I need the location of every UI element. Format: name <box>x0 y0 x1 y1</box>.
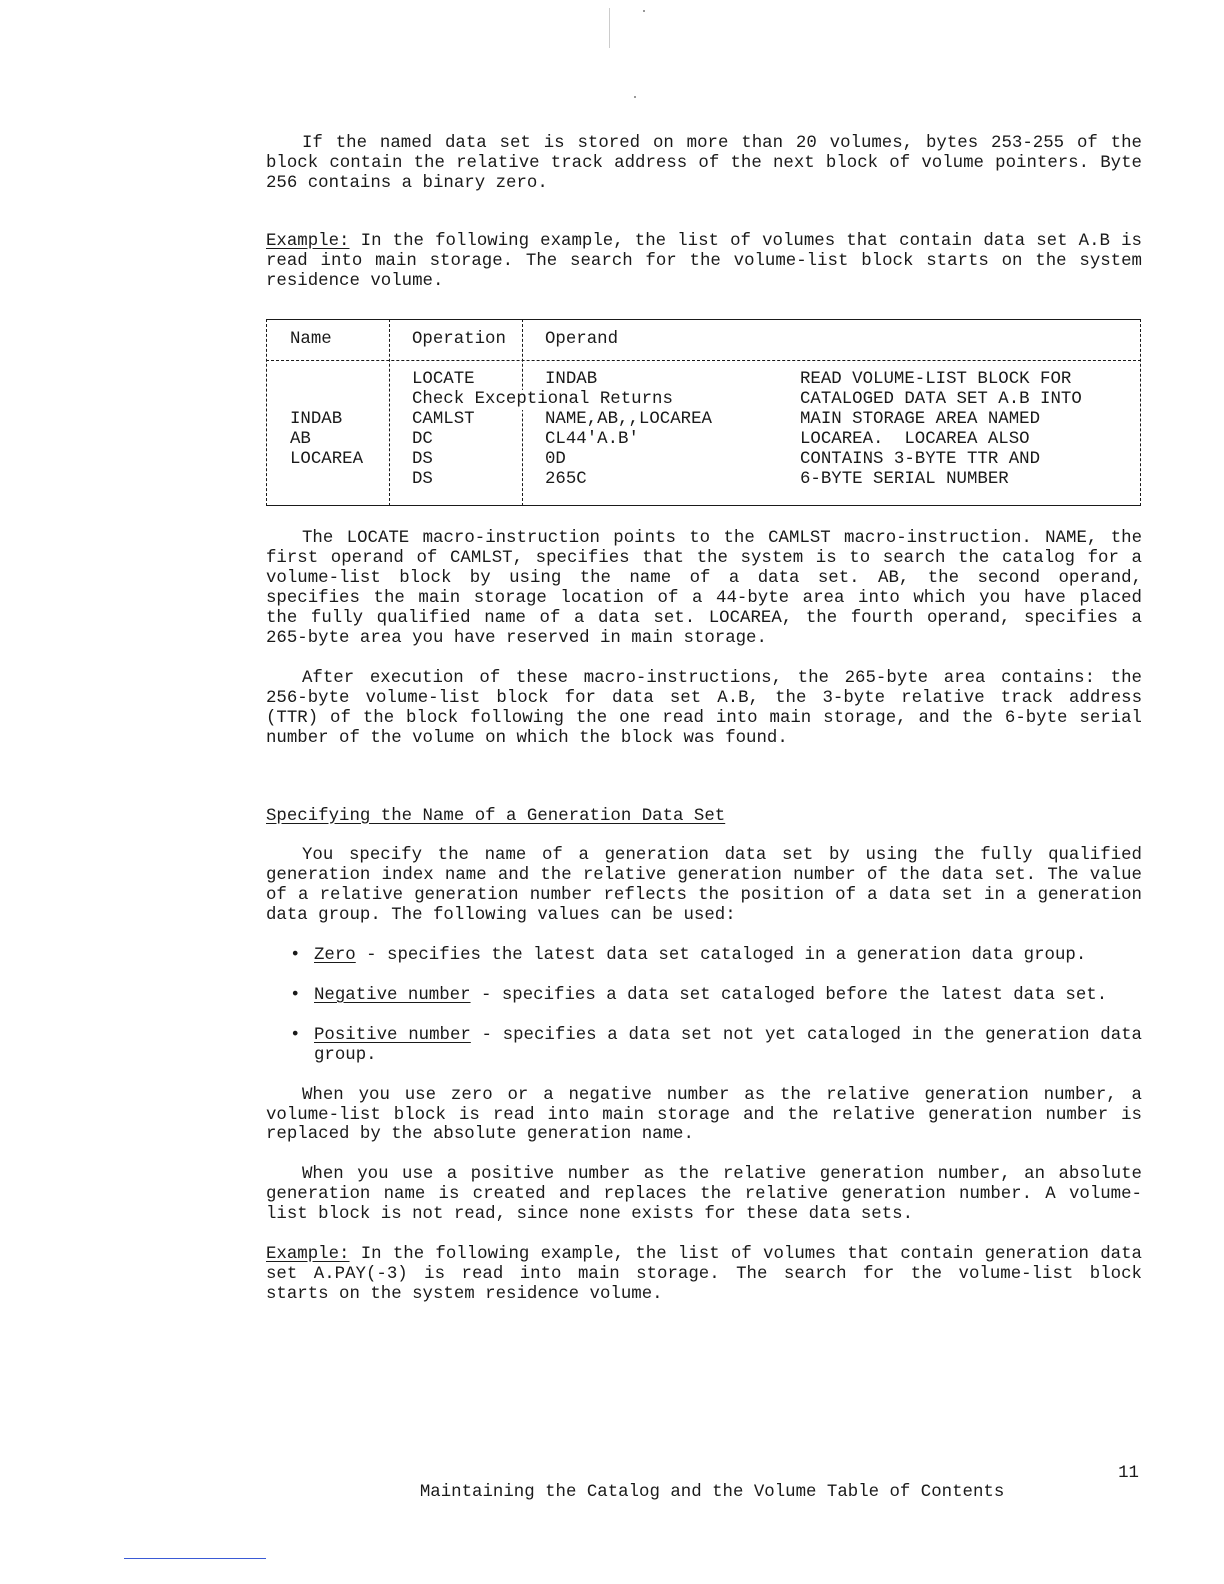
row-2-operation: Check Exceptional Returns <box>412 390 673 410</box>
list-item-term: Negative number <box>314 985 471 1005</box>
row-6-operation: DS <box>412 470 433 490</box>
row-6-operand: 265C <box>545 470 587 490</box>
comment-line-1: READ VOLUME-LIST BLOCK FOR <box>800 370 1072 390</box>
list-item-text: - specifies the latest data set cataloged in a generation data group. <box>355 946 1087 966</box>
list-item-text: - specifies a data set cataloged before the latest data set. <box>470 985 1108 1005</box>
comment-line-5: CONTAINS 3-BYTE TTR AND <box>800 450 1041 470</box>
paragraph-positive: When you use a positive number as the relative generation number, an absolute generation name is created and replaces the relative generation number. A volume-list block is not read, since none exists for these data sets. <box>266 1165 1142 1225</box>
example-1-label: Example: <box>266 231 350 251</box>
header-operand: Operand <box>545 330 619 350</box>
list-item-text: - specifies a data set not yet cataloged in the generation data group. <box>314 1025 1142 1065</box>
row-4-operand: CL44'A.B' <box>545 430 639 450</box>
list-item-term: Zero <box>314 946 356 966</box>
header-name: Name <box>290 330 332 350</box>
row-3-operand: NAME,AB,,LOCAREA <box>545 410 712 430</box>
page-number: 11 <box>1118 1464 1139 1483</box>
row-3-operation: CAMLST <box>412 410 475 430</box>
paragraph-after-execution: After execution of these macro-instructions, the 265-byte area contains: the 256-byte volume-list block for data set A.B, the 3-byte relative track address (TTR) of the block following the one read into main storage, and the 6-byte serial number of the volume on which the block was found. <box>266 668 1142 748</box>
comment-line-6: 6-BYTE SERIAL NUMBER <box>800 470 1009 490</box>
example-1-text: In the following example, the list of volumes that contain data set A.B is read into main storage. The search for the volume-list block starts on the system residence volume. <box>266 231 1142 291</box>
paragraph-generation-name: You specify the name of a generation data set by using the fully qualified generation index name and the relative generation number of the data set. The value of a relative generation number reflects the position of a data set in a generation data group. The following values can be used: <box>266 846 1142 926</box>
value-list <box>266 946 1142 1066</box>
comment-line-2: CATALOGED DATA SET A.B INTO <box>800 390 1082 410</box>
comment-line-3: MAIN STORAGE AREA NAMED <box>800 410 1041 430</box>
paragraph-volume-pointers: If the named data set is stored on more than 20 volumes, bytes 253-255 of the block contain the relative track address of the next block of volume pointers. Byte 256 contains a binary zero. <box>266 134 1142 193</box>
paragraph-locate-explanation: The LOCATE macro-instruction points to the CAMLST macro-instruction. NAME, the first operand of CAMLST, specifies that the system is to search the catalog for a volume-list block by using the name of a data set. AB, the second operand, specifies the main storage location of a 44-byte area into which you have placed the fully qualified name of a data set. LOCAREA, the fourth operand, specifies a 265-byte area you have reserved in main storage. <box>266 529 1142 648</box>
bullet-icon: • <box>290 1025 301 1045</box>
example-2-text: In the following example, the list of volumes that contain generation data set A.PAY(-3) is read into main storage. The search for the volume-list block starts on the system residence volume. <box>266 1245 1142 1304</box>
section-heading: Specifying the Name of a Generation Data Set <box>266 806 726 826</box>
bullet-icon: • <box>290 985 301 1005</box>
page-footer <box>399 1464 1139 1521</box>
row-5-name: LOCAREA <box>290 450 364 470</box>
list-item-negative <box>266 986 1142 1006</box>
row-4-name: AB <box>290 430 311 450</box>
footer-title: Maintaining the Catalog and the Volume Table of Contents <box>419 1483 1005 1502</box>
document-page <box>266 134 1142 1305</box>
example-2-label: Example: <box>266 1245 350 1265</box>
row-5-operation: DS <box>412 450 433 470</box>
example-2 <box>266 1245 1142 1305</box>
list-item-term: Positive number <box>314 1025 471 1045</box>
row-1-operation: LOCATE <box>412 370 475 390</box>
code-example-table <box>266 319 1142 509</box>
comment-line-4: LOCAREA. LOCAREA ALSO <box>800 430 1030 450</box>
paragraph-zero-negative: When you use zero or a negative number as the relative generation number, a volume-list block is read into main storage and the relative generation number is replaced by the absolute generation name. <box>266 1085 1142 1145</box>
bullet-icon: • <box>290 946 301 966</box>
scan-mark <box>124 1558 266 1559</box>
row-5-operand: 0D <box>545 450 566 470</box>
list-item-zero <box>266 946 1142 966</box>
example-1 <box>266 232 1142 292</box>
row-4-operation: DC <box>412 430 433 450</box>
header-operation: Operation <box>412 330 506 350</box>
row-3-name: INDAB <box>290 410 343 430</box>
list-item-positive <box>266 1026 1142 1066</box>
row-1-operand: INDAB <box>545 370 598 390</box>
